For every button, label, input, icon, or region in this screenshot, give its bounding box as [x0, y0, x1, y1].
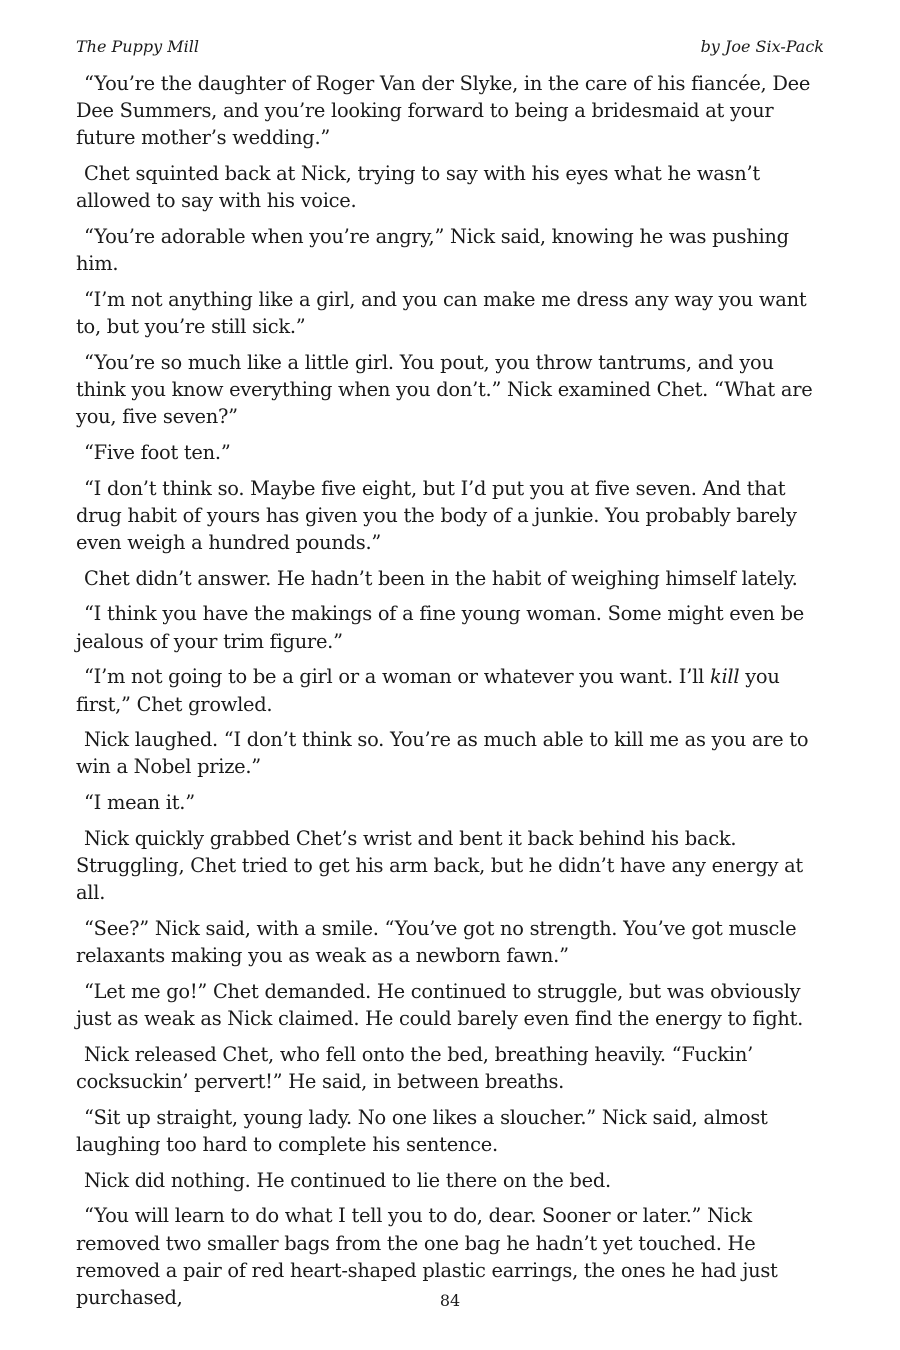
paragraph: Nick quickly grabbed Chet’s wrist and bent it back behind his back. Struggling, Chet tried to get his arm back, but he didn’t have any energy at all.	[76, 826, 803, 905]
paragraph: “You’re adorable when you’re angry,” Nick said, knowing he was pushing him.	[76, 225, 789, 276]
paragraph: “I think you have the makings of a fine young woman. Some might even be jealous of your trim figure.”	[76, 602, 804, 653]
paragraph-text: you first,” Chet growled.	[76, 665, 780, 716]
paragraph: “I don’t think so. Maybe five eight, but I’d put you at five seven. And that drug habit of yours has given you the body of a junkie. You probably barely even weigh a hundred pounds.”	[76, 476, 797, 555]
paragraph: “See?” Nick said, with a smile. “You’ve got no strength. You’ve got muscle relaxants making you as weak as a newborn fawn.”	[76, 916, 797, 968]
paragraph: “You’re so much like a little girl. You pout, you throw tantrums, and you think you know everything when you don’t.” Nick examined Chet. “What are you, five seven?”	[76, 350, 813, 429]
author-name: by Joe Six-Pack	[700, 37, 824, 56]
paragraph: Chet squinted back at Nick, trying to say with his eyes what he wasn’t allowed to say with his voice.	[76, 162, 760, 213]
paragraph: “You will learn to do what I tell you to do, dear. Sooner or later.” Nick removed two smaller bags from the one bag he hadn’t yet touched. He removed a pair of red heart-shaped plastic earrings, the ones he had just purchased,	[76, 1204, 778, 1309]
paragraph: “Let me go!” Chet demanded. He continued to struggle, but was obviously just as weak as Nick claimed. He could barely even find the energy to fight.	[76, 979, 804, 1031]
paragraph: Chet didn’t answer. He hadn’t been in the habit of weighing himself lately.	[84, 566, 798, 590]
page-number: 84	[439, 1291, 461, 1310]
emphasized-word: kill	[709, 665, 740, 689]
running-header	[76, 37, 824, 57]
paragraph: “I’m not anything like a girl, and you can make me dress any way you want to, but you’re still sick.”	[76, 287, 807, 339]
paragraph-text: “I’m not going to be a girl or a woman or whatever you want. I’ll	[84, 665, 710, 689]
paragraph: “Sit up straight, young lady. No one likes a sloucher.” Nick said, almost laughing too hard to complete his sentence.	[76, 1105, 768, 1156]
paragraph: Nick released Chet, who fell onto the bed, breathing heavily. “Fuckin’ cocksuckin’ pervert!” He said, in between breaths.	[76, 1042, 754, 1093]
paragraph: Nick did nothing. He continued to lie there on the bed.	[84, 1168, 611, 1192]
paragraph: “Five foot ten.”	[84, 440, 231, 464]
paragraph: Nick laughed. “I don’t think so. You’re as much able to kill me as you are to win a Nobel prize.”	[76, 728, 809, 779]
page-body	[76, 70, 828, 1320]
paragraph	[76, 663, 828, 717]
book-title: The Puppy Mill	[76, 37, 199, 56]
paragraph: “I mean it.”	[84, 791, 195, 815]
paragraph: “You’re the daughter of Roger Van der Slyke, in the care of his fiancée, Dee Dee Summers, and you’re looking forward to being a bridesmaid at your future mother’s wedding.”	[76, 72, 811, 150]
